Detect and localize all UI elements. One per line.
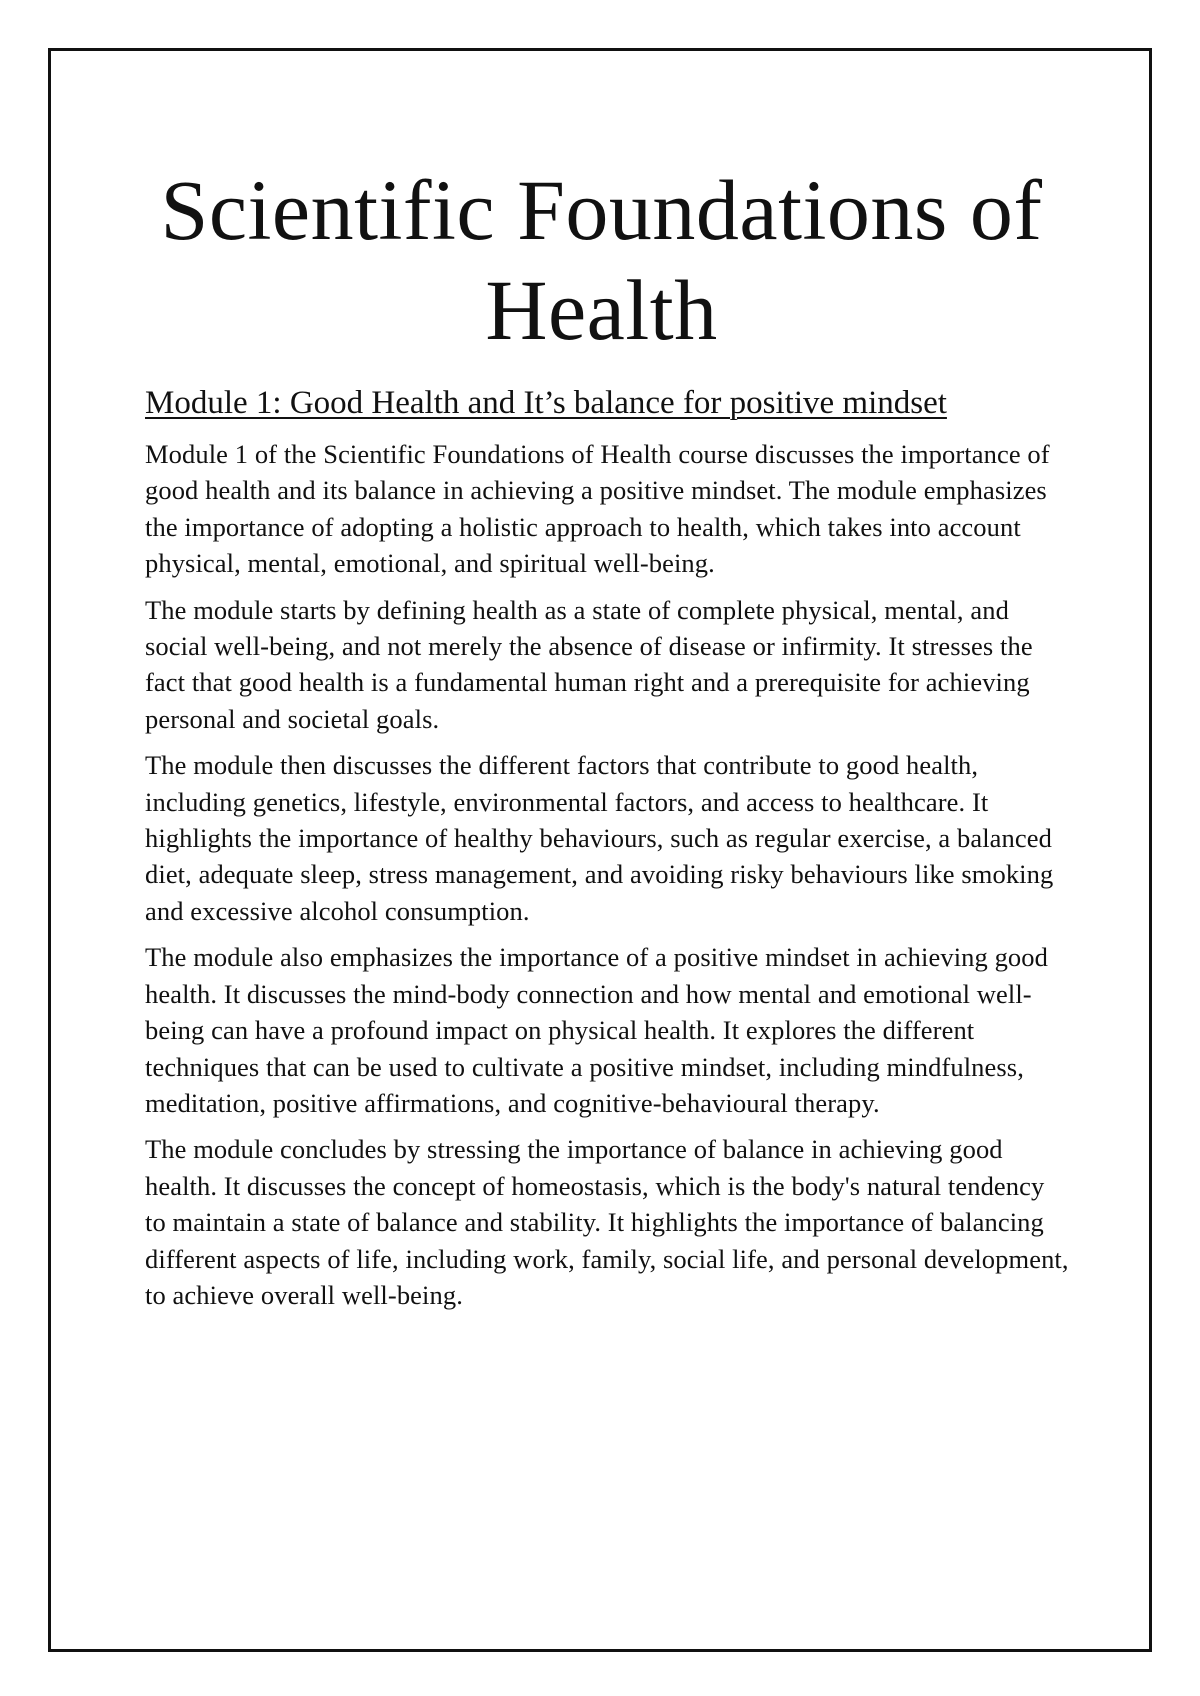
- document-content: [145, 160, 1070, 1323]
- paragraph-factors: The module then discusses the different factors that contribute to good health, including genetics, lifestyle, environmental factors, and access to healthcare. It highlights the importance of healthy behaviours, such as regular exercise, a balanced diet, adequate sleep, stress management, and avoiding risky behaviours like smoking and excessive alcohol consumption.: [145, 750, 1054, 926]
- paragraph-intro: Module 1 of the Scientific Foundations of Health course discusses the importance of good health and its balance in achieving a positive mindset. The module emphasizes the importance of adopting a holistic approach to health, which takes into account physical, mental, emotional, and spiritual well-being.: [145, 439, 1050, 579]
- module-heading: Module 1: Good Health and It’s balance for positive mindset: [145, 385, 947, 421]
- paragraph-definition: The module starts by defining health as a state of complete physical, mental, and social well-being, and not merely the absence of disease or infirmity. It stresses the fact that good health is a fundamental human right and a prerequisite for achieving personal and societal goals.: [145, 594, 1033, 734]
- paragraph-balance: The module concludes by stressing the importance of balance in achieving good health. It discusses the concept of homeostasis, which is the body's natural tendency to maintain a state of balance and stability. It highlights the importance of balancing different aspects of life, including work, family, social life, and personal development, to achieve overall well-being.: [145, 1134, 1069, 1310]
- paragraph-mindset: The module also emphasizes the importance of a positive mindset in achieving good health. It discusses the mind-body connection and how mental and emotional well-being can have a profound impact on physical health. It explores the different techniques that can be used to cultivate a positive mindset, including mindfulness, meditation, positive affirmations, and cognitive-behavioural therapy.: [145, 942, 1048, 1118]
- document-title: Scientific Foundations of Health: [160, 162, 1043, 358]
